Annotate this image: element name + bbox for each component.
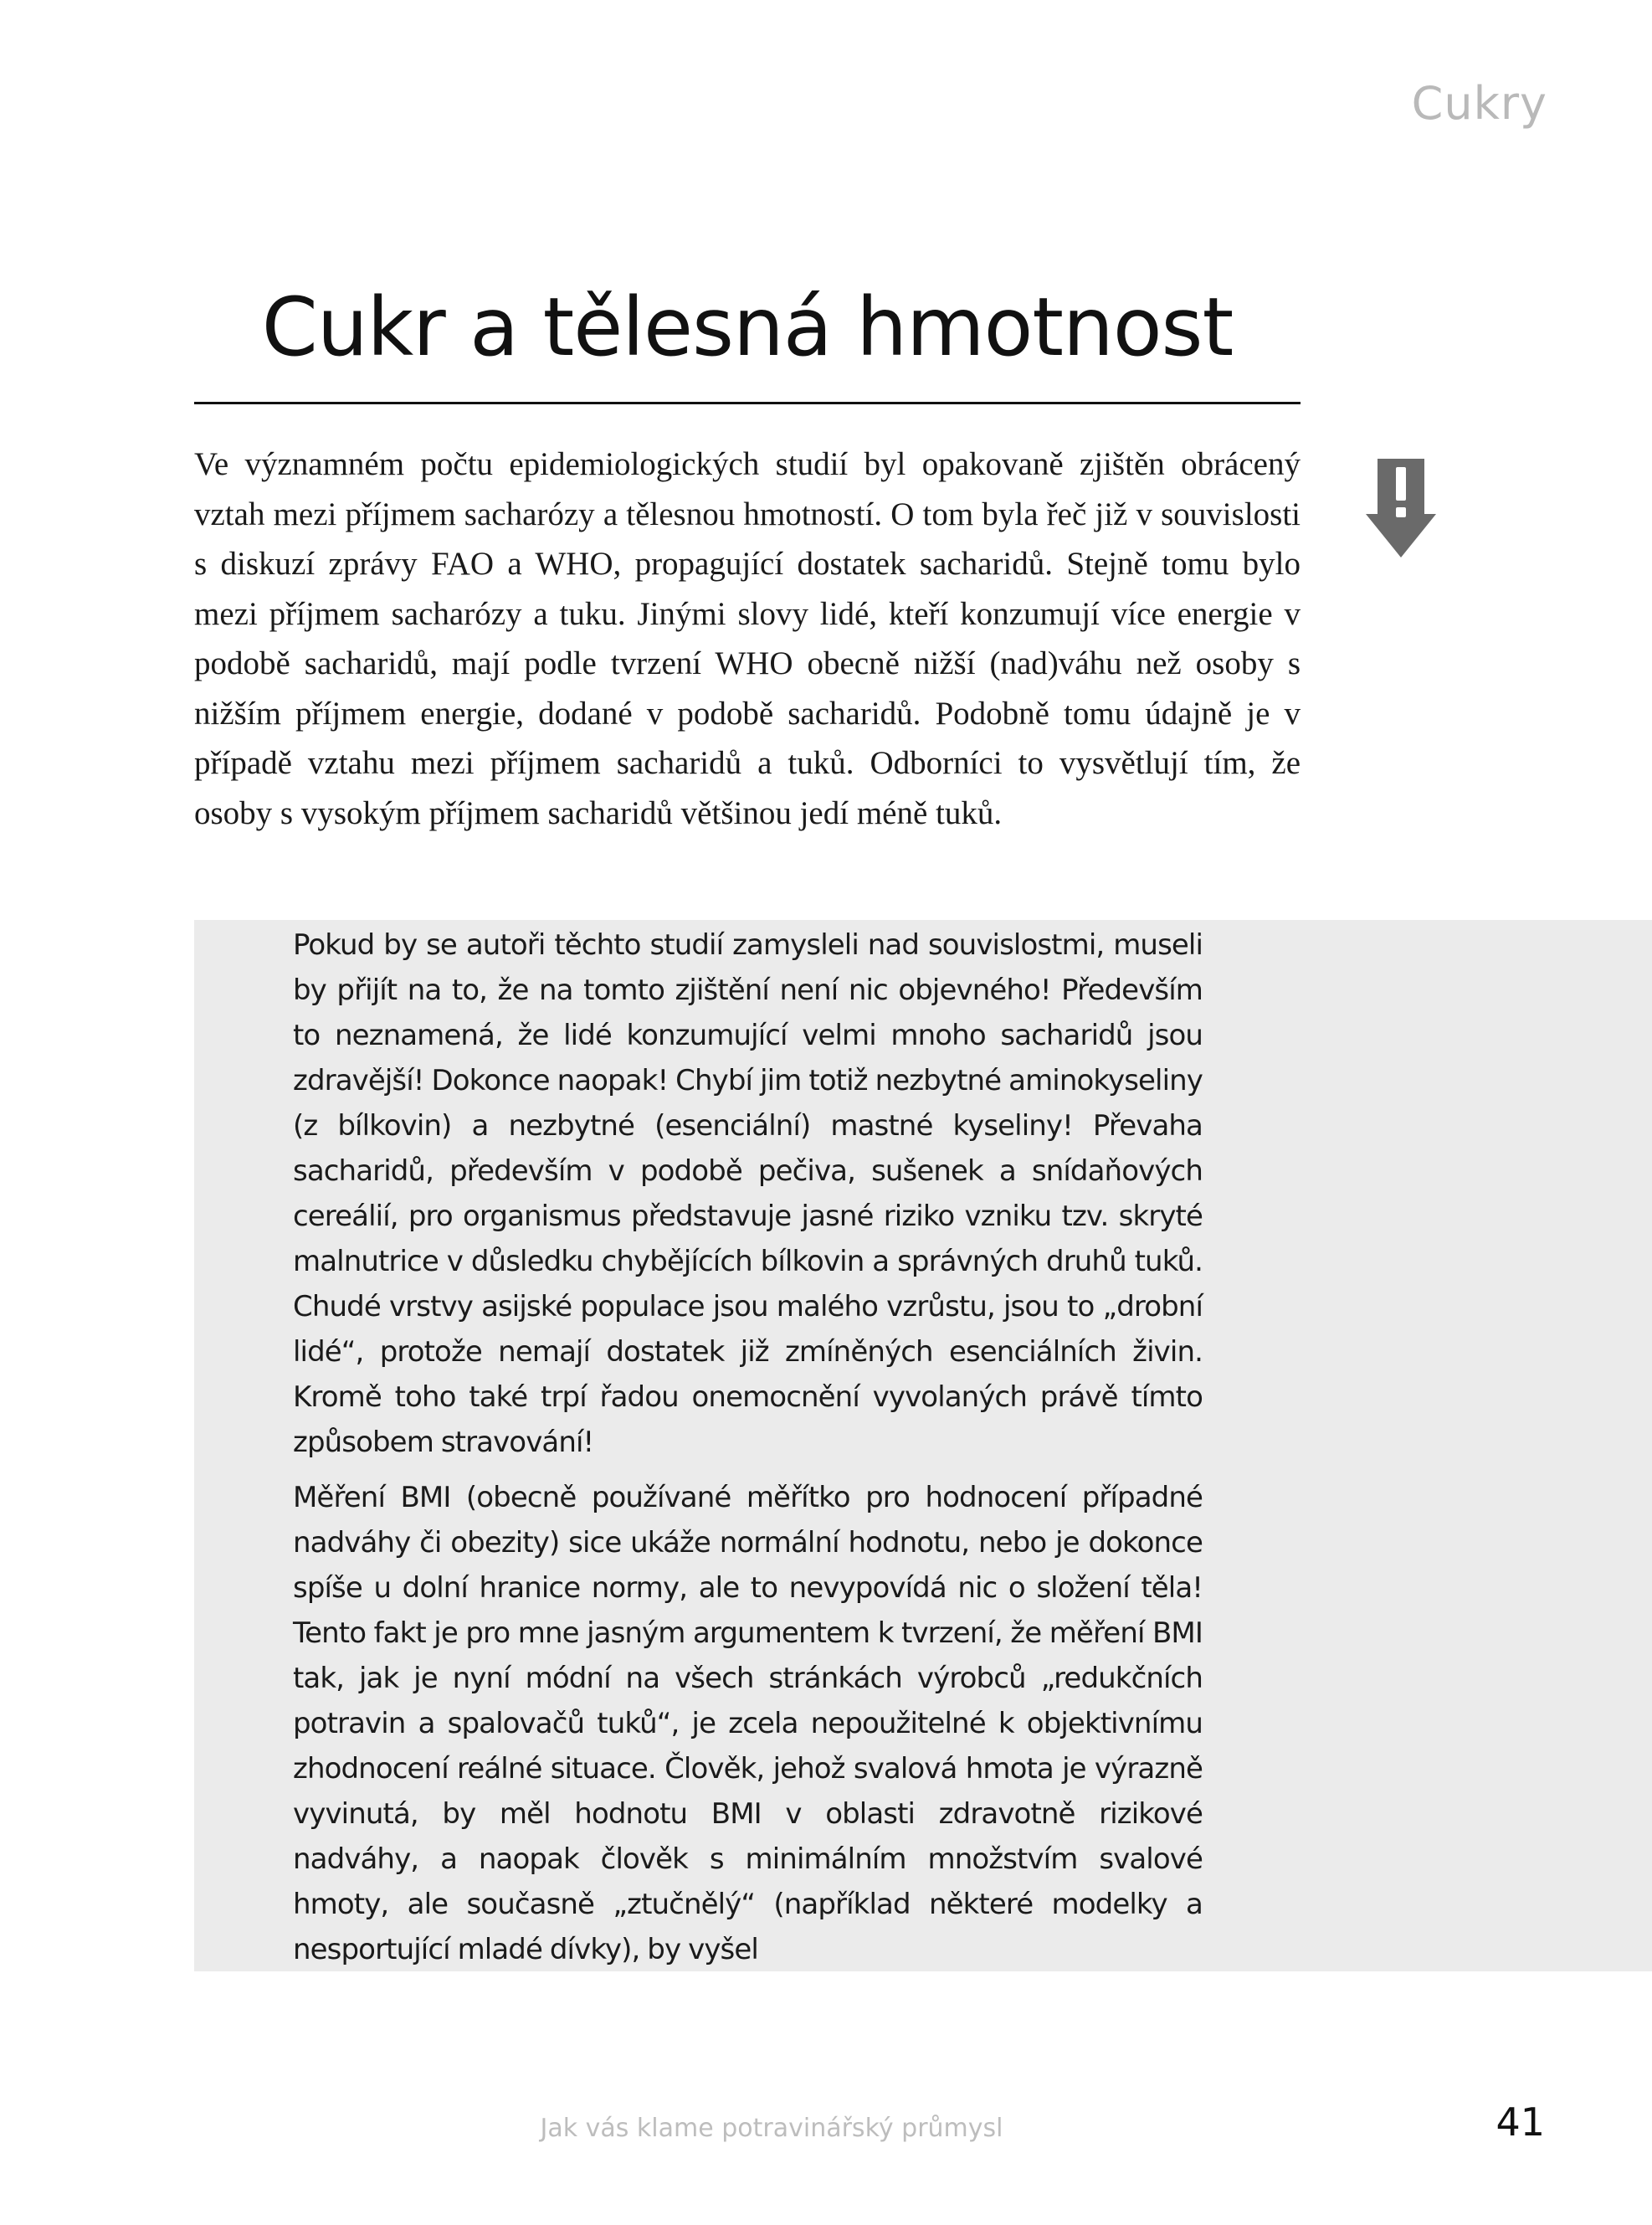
- title-divider: [194, 402, 1301, 404]
- aside-paragraph-1: Pokud by se autoři těchto studií zamysleli nad souvislostmi, museli by přijít na to, že na tomto zjištění není nic objevného! Především to neznamená, že lidé konzumující velmi mnoho sacharidů jsou zdravější! Dokonce naopak! Chybí jim totiž nezbytné aminokyseliny (z bílkovin) a nezbytné (esenciální) mastné kyseliny! Převaha sacharidů, především v podobě pečiva, sušenek a snídaňových cereálií, pro organismus představuje jasné riziko vzniku tzv. skryté malnutrice v důsledku chybějících bílkovin a správných druhů tuků. Chudé vrstvy asijské populace jsou malého vzrůstu, jsou to „drobní lidé“, protože nemají dostatek již zmíněných esenciálních živin. Kromě toho také trpí řadou onemocnění vyvolaných právě tímto způsobem stravování!: [293, 928, 1203, 1459]
- exclamation-down-arrow-icon: [1366, 459, 1436, 558]
- aside-paragraph-2: Měření BMI (obecně používané měřítko pro hodnocení případné nadváhy či obezity) sice ukáže normální hodnotu, nebo je dokonce spíše u dolní hranice normy, ale to nevypovídá nic o složení těla! Tento fakt je pro mne jasným argumentem k tvrzení, že měření BMI tak, jak je nyní módní na všech stránkách výrobců „redukčních potravin a spalovačů tuků“, je zcela nepoužitelné k objektivnímu zhodnocení reálné situace. Člověk, jehož svalová hmota je výrazně vyvinutá, by měl hodnotu BMI v oblasti zdravotně rizikové nadváhy, a naopak člověk s minimálním množstvím svalové hmoty, ale současně „ztučnělý“ (například některé modelky a nesportující mladé dívky), by vyšel: [293, 1481, 1203, 1966]
- intro-paragraph: Ve významném počtu epidemiologických studií byl opakovaně zjištěn obrácený vztah mezi příjmem sacharózy a tělesnou hmotností. O tom byla řeč již v souvislosti s diskuzí zprávy FAO a WHO, propagující dostatek sacharidů. Stejně tomu bylo mezi příjmem sacharózy a tuku. Jinými slovy lidé, kteří konzumují více energie v podobě sacharidů, mají podle tvrzení WHO obecně nižší (nad)váhu než osoby s nižším příjmem energie, dodané v podobě sacharidů. Podobně tomu údajně je v případě vztahu mezi příjmem sacharidů a tuků. Odborníci to vysvětlují tím, že osoby s vysokým příjmem sacharidů většinou jedí méně tuků.: [194, 446, 1301, 831]
- footer-book-title: Jak vás klame potravinářský průmysl: [540, 2114, 1003, 2143]
- aside-text: [293, 922, 1203, 1982]
- running-header: Cukry: [1411, 77, 1547, 130]
- page-number: 41: [1496, 2099, 1545, 2145]
- chapter-title: Cukr a tělesná hmotnost: [261, 280, 1234, 374]
